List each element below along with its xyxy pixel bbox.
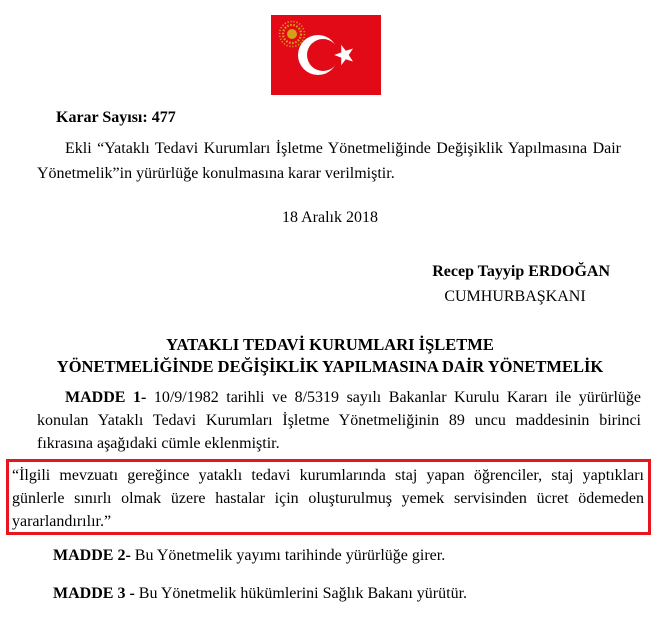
article-2-text: Bu Yönetmelik yayımı tarihinde yürürlüğe girer. [134, 547, 446, 564]
article-1-line-1 [65, 388, 641, 408]
signatory-surname: ERDOĞAN [528, 263, 610, 280]
signatory-name [410, 262, 610, 282]
crescent-star-icon [271, 15, 381, 95]
article-1-text-start: 10/9/1982 tarihli ve 8/5319 sayılı Bakanlar Kurulu Kararı ile yürürlüğe [153, 389, 642, 406]
article-1-label: MADDE 1- [65, 389, 147, 406]
decision-number [56, 108, 176, 128]
regulation-title-line-1: YATAKLI TEDAVİ KURUMLARI İŞLETME [166, 335, 494, 354]
quoted-sentence-line-1: “İlgili mevzuatı gereğince yataklı tedavi kurumlarında staj yapan öğrenciler, staj yaptıkları [12, 467, 644, 484]
article-3 [53, 584, 467, 604]
quoted-sentence-line-2: günlerle sınırlı olmak üzere hastalar için oluşturulmuş yemek servisinden ücret ödemeden [12, 490, 644, 507]
article-2 [53, 546, 445, 566]
decree-date: 18 Aralık 2018 [282, 209, 378, 226]
signatory-first-names: Recep Tayyip [432, 263, 525, 280]
article-2-label: MADDE 2- [53, 547, 131, 564]
quoted-sentence-line-3: yararlandırılır.” [12, 513, 112, 530]
intro-line-1: Ekli “Yataklı Tedavi Kurumları İşletme Yönetmeliğinde Değişiklik Yapılmasına Dair [65, 140, 621, 157]
decision-number-label: Karar Sayısı: [56, 109, 148, 126]
regulation-title-line-2: YÖNETMELİĞİNDE DEĞİŞİKLİK YAPILMASINA DAİR YÖNETMELİK [56, 357, 604, 376]
article-3-text: Bu Yönetmelik hükümlerini Sağlık Bakanı yürütür. [138, 585, 468, 602]
article-1-line-3: fıkrasına aşağıdaki cümle eklenmiştir. [37, 435, 280, 452]
decision-number-value: 477 [151, 109, 176, 126]
article-3-label: MADDE 3 - [53, 585, 135, 602]
intro-line-2: Yönetmelik”in yürürlüğe konulmasına karar verilmiştir. [37, 165, 395, 182]
article-1-line-2: konulan Yataklı Tedavi Kurumları İşletme Yönetmeliğinin 89 uncu maddesinin birinci [37, 412, 641, 429]
turkish-flag-emblem [271, 15, 381, 95]
signatory-title: CUMHURBAŞKANI [444, 288, 586, 305]
